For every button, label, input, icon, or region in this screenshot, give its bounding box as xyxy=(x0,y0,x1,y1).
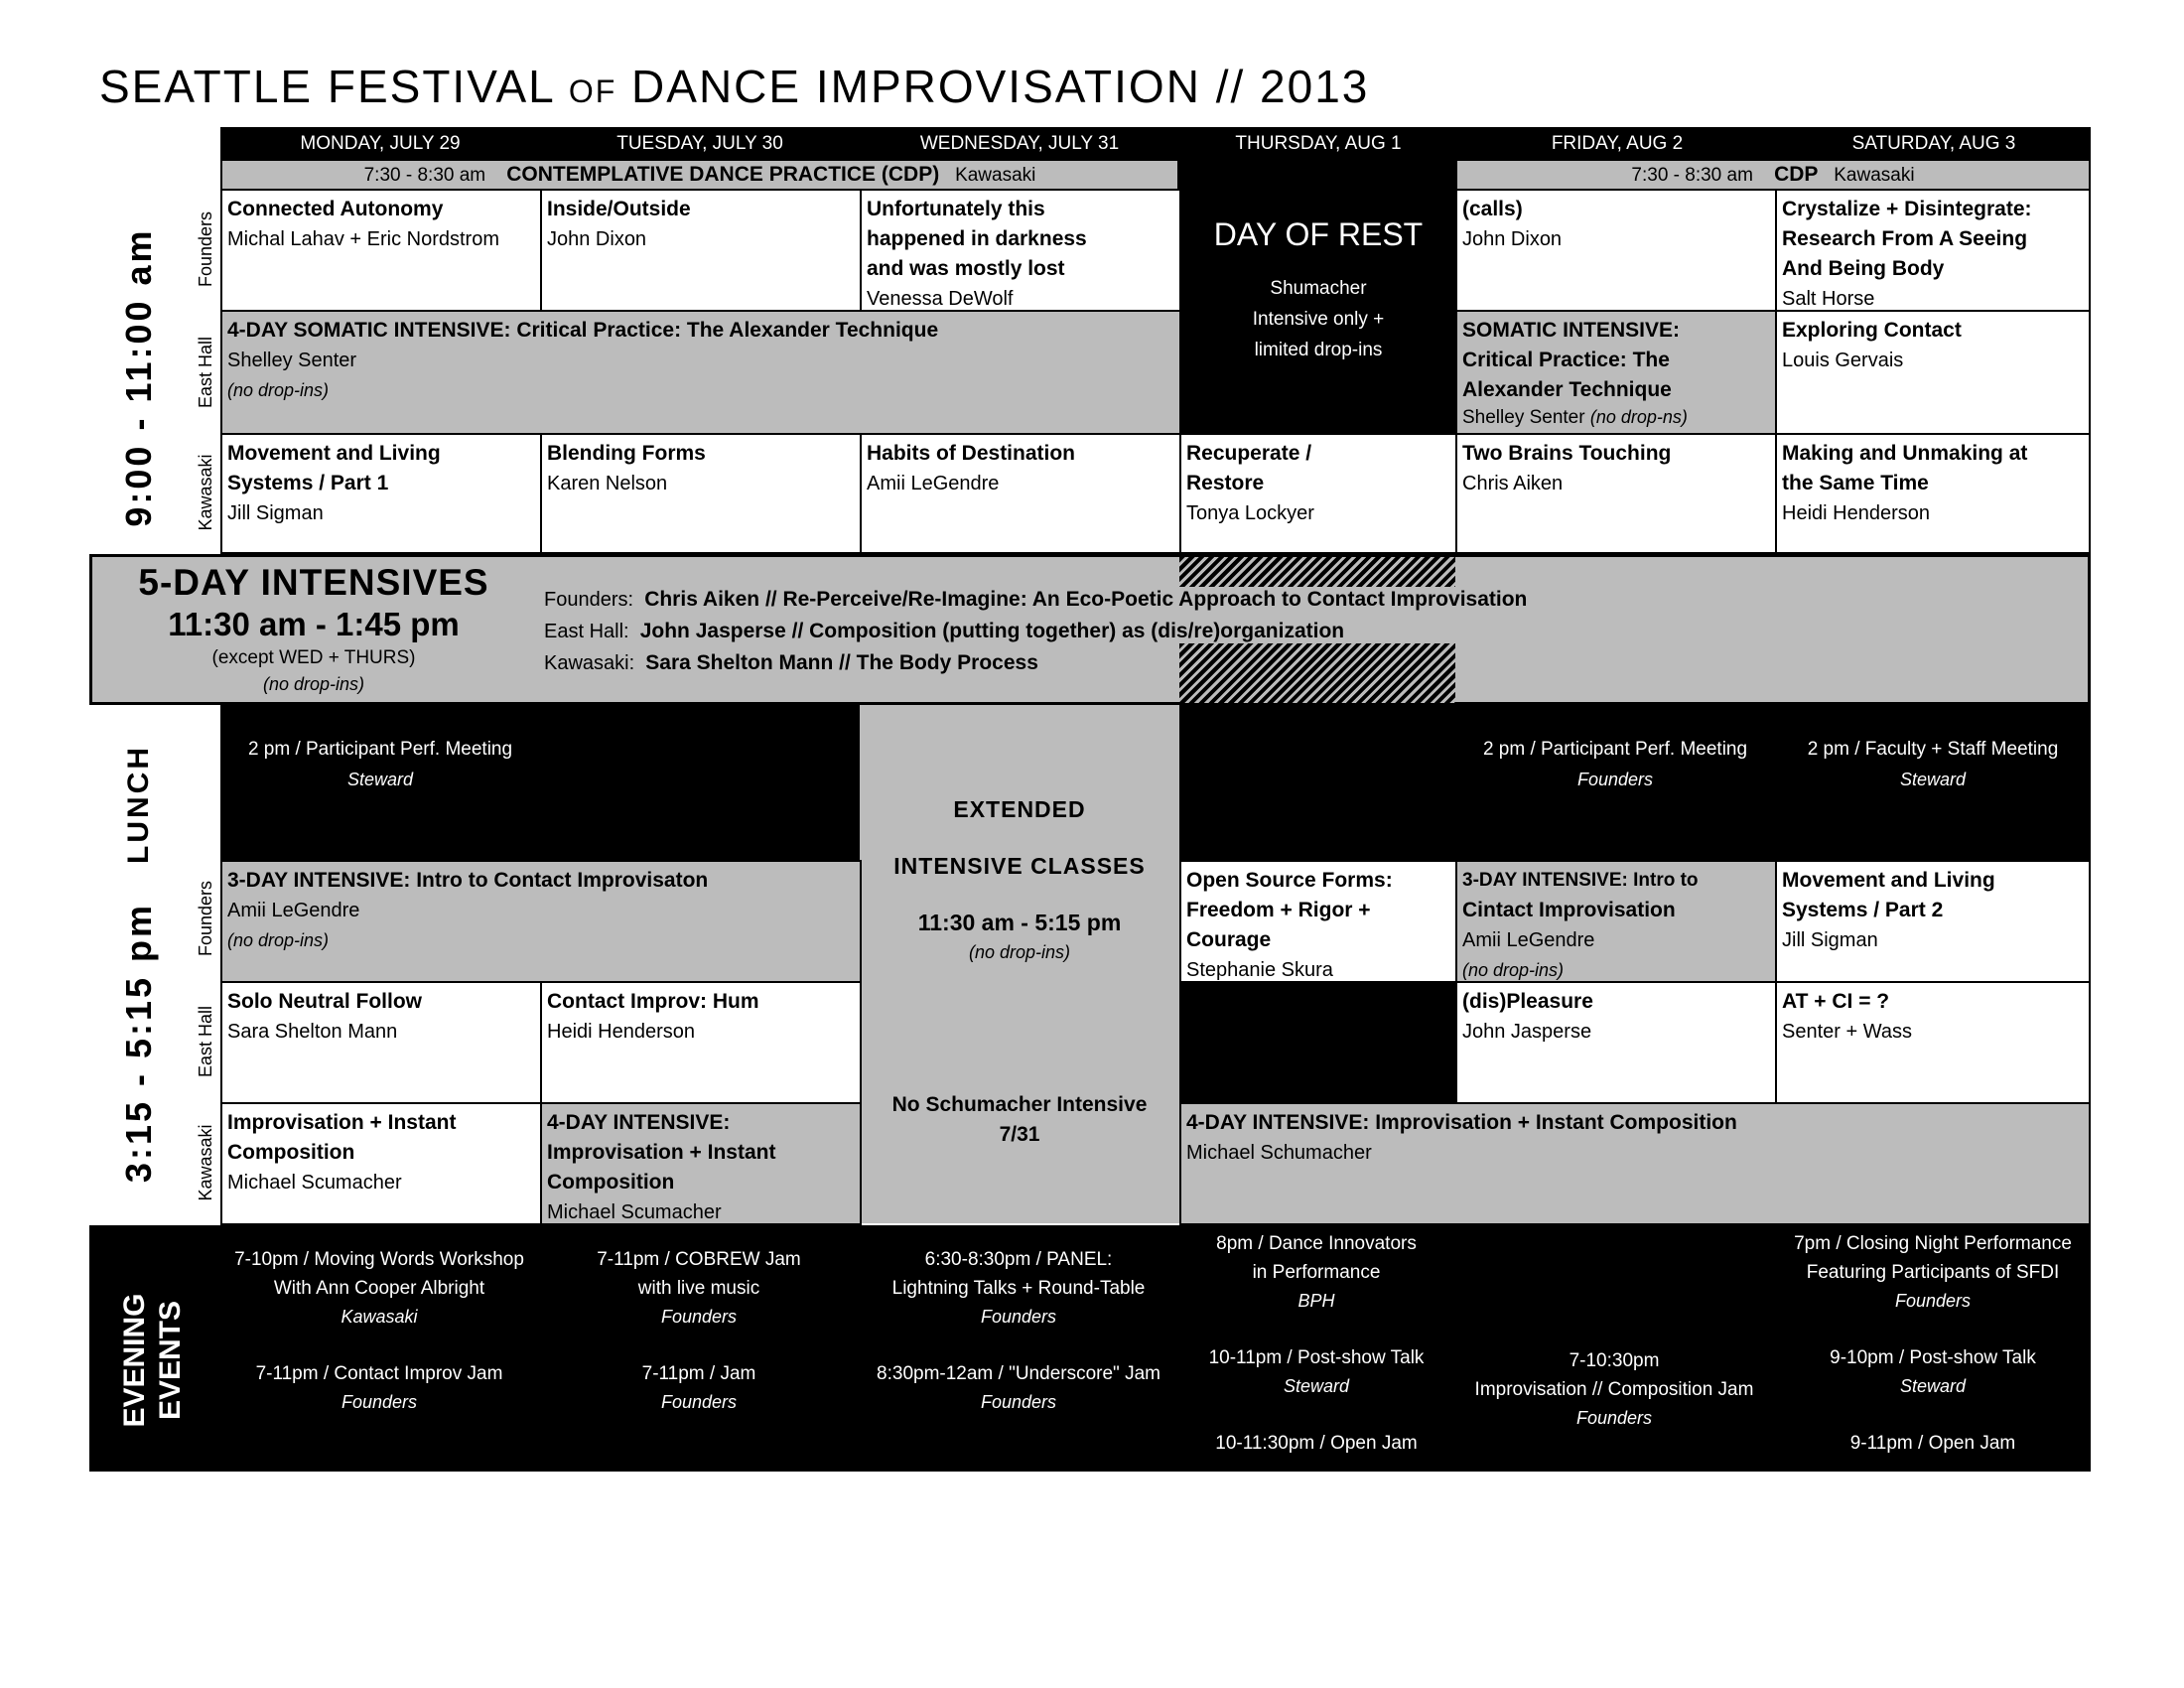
pm-tue-easthall xyxy=(540,981,862,1104)
lunch-thu-sat xyxy=(1179,705,2091,860)
session-title: Inside/Outside xyxy=(547,198,691,220)
intensive-location: East Hall: xyxy=(544,621,629,642)
evening-event: 7-11pm / COBREW Jam xyxy=(597,1249,801,1270)
session-title: happened in darkness xyxy=(867,227,1087,250)
session-teacher: John Jasperse xyxy=(1462,1021,1592,1043)
evening-location: Steward xyxy=(1899,1376,1967,1396)
day-tue: TUESDAY, JULY 30 xyxy=(616,133,783,154)
lunch-location: Steward xyxy=(1899,770,1967,789)
am-tue-founders xyxy=(540,189,862,312)
am-somatic-intensive xyxy=(220,310,1181,435)
evening-location: Steward xyxy=(1283,1376,1350,1396)
pm-fri-founders xyxy=(1455,860,1777,983)
session-title: And Being Body xyxy=(1782,257,1945,280)
session-title: Research From A Seeing xyxy=(1782,227,2028,250)
day-mon: MONDAY, JULY 29 xyxy=(300,133,461,154)
evening-event: Featuring Participants of SFDI xyxy=(1806,1262,2060,1283)
lunch-event: 2 pm / Faculty + Staff Meeting xyxy=(1807,739,2059,760)
session-teacher: Heidi Henderson xyxy=(1782,502,1930,524)
intensive-location: Kawasaki: xyxy=(544,652,635,674)
session-title: Contact Improv: Hum xyxy=(547,990,759,1013)
intensive-row xyxy=(544,616,2093,647)
am-wed-kawasaki xyxy=(860,433,1181,554)
pm-mon-kawasaki xyxy=(220,1102,542,1225)
cdp-row-mon-wed xyxy=(220,159,1179,191)
evening-event: 7-11pm / Contact Improv Jam xyxy=(255,1363,503,1384)
evening-location: BPH xyxy=(1297,1291,1335,1311)
day-of-rest xyxy=(1179,159,1457,435)
intensives-label xyxy=(92,562,535,701)
session-title: Cintact Improvisation xyxy=(1462,899,1676,921)
extended-no-class: 7/31 xyxy=(999,1123,1040,1146)
pm-intro-intensive xyxy=(220,860,862,983)
session-teacher: Stephanie Skura xyxy=(1186,959,1333,981)
am-sat-founders xyxy=(1775,189,2091,312)
pm-thu-sat-kawasaki xyxy=(1179,1102,2091,1225)
session-title: SOMATIC INTENSIVE: xyxy=(1462,319,1680,342)
lunch-location: Founders xyxy=(1576,770,1654,789)
evening-tue xyxy=(540,1225,858,1438)
session-title: 3-DAY INTENSIVE: Intro to Contact Improvisaton xyxy=(227,869,709,892)
side-easthall-am: East Hall xyxy=(196,336,215,409)
session-title: Recuperate / xyxy=(1186,442,1312,465)
intensives-title: 5-DAY INTENSIVES xyxy=(138,562,489,603)
intensives-list xyxy=(544,584,2093,683)
am-tue-kawasaki xyxy=(540,433,862,554)
evening-event: Lightning Talks + Round-Table xyxy=(891,1278,1146,1299)
hatch-top xyxy=(1179,557,1455,587)
am-thu-kawasaki xyxy=(1179,433,1457,554)
evening-location: Founders xyxy=(980,1307,1057,1327)
session-note: (no drop-ins) xyxy=(1462,960,1565,980)
evening-event: 7-10:30pm xyxy=(1569,1350,1660,1371)
session-title: Systems / Part 2 xyxy=(1782,899,1944,921)
intensives-time: 11:30 am - 1:45 pm xyxy=(168,606,460,642)
evening-event: With Ann Cooper Albright xyxy=(273,1278,485,1299)
am-wed-founders xyxy=(860,189,1181,312)
cdp2-loc: Kawasaki xyxy=(1834,165,1915,186)
session-teacher: Tonya Lockyer xyxy=(1186,502,1314,524)
pm-sat-founders xyxy=(1775,860,2091,983)
session-teacher: Senter + Wass xyxy=(1782,1021,1912,1043)
evening-event: 7-10pm / Moving Words Workshop xyxy=(234,1249,524,1270)
session-title: Freedom + Rigor + xyxy=(1186,899,1371,921)
session-teacher: John Dixon xyxy=(547,228,647,250)
evening-event: 7-11pm / Jam xyxy=(641,1363,756,1384)
am-sat-easthall xyxy=(1775,310,2091,435)
day-thu: THURSDAY, AUG 1 xyxy=(1235,133,1402,154)
extended-intensive xyxy=(860,705,1179,1223)
session-title: Unfortunately this xyxy=(867,198,1045,220)
session-teacher: Shelley Senter xyxy=(1462,407,1585,428)
evening-sat xyxy=(1775,1225,2091,1468)
side-morning: 9:00 - 11:00 am xyxy=(118,227,159,527)
session-note: (no drop-ins) xyxy=(227,930,330,950)
am-fri-kawasaki xyxy=(1455,433,1777,554)
session-title: Blending Forms xyxy=(547,442,706,465)
session-title: and was mostly lost xyxy=(867,257,1065,280)
session-title: Open Source Forms: xyxy=(1186,869,1393,892)
page-title xyxy=(99,60,1369,113)
side-lunch: LUNCH xyxy=(122,745,155,864)
session-teacher: John Dixon xyxy=(1462,228,1563,250)
title-part1: SEATTLE FESTIVAL xyxy=(99,61,555,112)
evening-location: Kawasaki xyxy=(341,1307,418,1327)
cdp2-name: CDP xyxy=(1774,163,1819,186)
session-title: Movement and Living xyxy=(1782,869,1995,892)
intensive-text: Chris Aiken // Re-Perceive/Re-Imagine: An Eco-Poetic Approach to Contact Improvisation xyxy=(644,588,1528,611)
evening-location: Founders xyxy=(980,1392,1057,1412)
rest-line: Intensive only + xyxy=(1252,309,1385,330)
session-title: Habits of Destination xyxy=(867,442,1076,465)
session-title: Critical Practice: The xyxy=(1462,349,1670,371)
rest-line: limited drop-ins xyxy=(1254,340,1383,360)
extended-note: (no drop-ins) xyxy=(968,942,1071,962)
intensives-except: (except WED + THURS) xyxy=(211,647,416,668)
extended-time: 11:30 am - 5:15 pm xyxy=(917,910,1122,935)
session-teacher: Louis Gervais xyxy=(1782,350,1904,371)
am-fri-founders xyxy=(1455,189,1777,312)
day-fri: FRIDAY, AUG 2 xyxy=(1551,133,1684,154)
session-teacher: Michael Schumacher xyxy=(1186,1142,1372,1164)
cdp-row-fri-sat xyxy=(1455,159,2091,191)
session-teacher: Michael Scumacher xyxy=(547,1201,722,1223)
session-teacher: Amii LeGendre xyxy=(867,473,1000,494)
side-easthall-pm: East Hall xyxy=(196,1005,215,1078)
session-teacher: Chris Aiken xyxy=(1462,473,1564,494)
lunch-mon-tue xyxy=(220,705,860,860)
day-header-bar xyxy=(220,127,2091,160)
title-of: OF xyxy=(568,73,617,109)
side-founders-pm: Founders xyxy=(196,880,215,957)
pm-thu-easthall-blank xyxy=(1179,981,1457,1104)
evening-location: Founders xyxy=(660,1307,738,1327)
evening-location: Founders xyxy=(660,1392,738,1412)
intensive-text: John Jasperse // Composition (putting together) as (dis/re)organization xyxy=(639,620,1345,642)
session-title: Alexander Technique xyxy=(1462,378,1672,401)
evening-event: 10-11:30pm / Open Jam xyxy=(1215,1433,1418,1454)
session-title: 4-DAY SOMATIC INTENSIVE: Critical Practice: The Alexander Technique xyxy=(227,319,939,342)
evening-event: 7pm / Closing Night Performance xyxy=(1794,1233,2072,1254)
lunch-event: 2 pm / Participant Perf. Meeting xyxy=(1482,739,1748,760)
session-teacher: Jill Sigman xyxy=(1782,929,1878,951)
pm-fri-easthall xyxy=(1455,981,1777,1104)
am-mon-kawasaki xyxy=(220,433,542,554)
session-note: (no drop-ns) xyxy=(1589,407,1688,427)
session-teacher: Venessa DeWolf xyxy=(867,288,1014,310)
lunch-event: 2 pm / Participant Perf. Meeting xyxy=(247,739,513,760)
session-title: Courage xyxy=(1186,928,1272,951)
session-teacher: Karen Nelson xyxy=(547,473,668,494)
session-teacher: Amii LeGendre xyxy=(1462,929,1595,951)
intensive-row xyxy=(544,584,2093,616)
evening-location: Founders xyxy=(1575,1408,1653,1428)
lunch-location: Steward xyxy=(346,770,414,789)
evening-event: 8pm / Dance Innovators xyxy=(1216,1233,1417,1254)
cdp-name: CONTEMPLATIVE DANCE PRACTICE (CDP) xyxy=(506,163,940,186)
session-teacher: Heidi Henderson xyxy=(547,1021,695,1043)
am-fri-easthall xyxy=(1455,310,1777,435)
evening-event: 9-10pm / Post-show Talk xyxy=(1830,1347,2036,1368)
session-note: (no drop-ins) xyxy=(227,380,330,400)
session-title: Movement and Living xyxy=(227,442,441,465)
pm-thu-founders xyxy=(1179,860,1457,983)
session-title: Improvisation + Instant xyxy=(227,1111,457,1134)
rest-line: Shumacher xyxy=(1270,278,1367,299)
side-evening: EVENING EVENTS xyxy=(118,1293,187,1428)
session-title: 4-DAY INTENSIVE: Improvisation + Instant Composition xyxy=(1186,1111,1737,1134)
session-title: Crystalize + Disintegrate: xyxy=(1782,198,2032,220)
extended-title: EXTENDED xyxy=(953,796,1086,822)
session-title: Restore xyxy=(1186,472,1265,494)
cdp-time: 7:30 - 8:30 am xyxy=(363,165,486,186)
am-sat-kawasaki xyxy=(1775,433,2091,554)
evening-thu xyxy=(1179,1225,1453,1468)
pm-mon-easthall xyxy=(220,981,542,1104)
session-title: Composition xyxy=(227,1141,355,1164)
evening-event: 10-11pm / Post-show Talk xyxy=(1208,1347,1425,1368)
cdp2-time: 7:30 - 8:30 am xyxy=(1631,165,1753,186)
evening-event: in Performance xyxy=(1252,1262,1381,1283)
evening-event: 8:30pm-12am / "Underscore" Jam xyxy=(877,1363,1160,1384)
pm-tue-kawasaki xyxy=(540,1102,862,1225)
session-teacher: Michael Scumacher xyxy=(227,1172,402,1194)
title-part2: DANCE IMPROVISATION // 2013 xyxy=(631,61,1370,112)
evening-location: Founders xyxy=(341,1392,418,1412)
session-teacher: Shelley Senter xyxy=(227,350,357,371)
session-title: 4-DAY INTENSIVE: xyxy=(547,1111,731,1134)
evening-event: with live music xyxy=(637,1278,760,1299)
session-title: (calls) xyxy=(1462,198,1523,220)
evening-event: 9-11pm / Open Jam xyxy=(1849,1433,2016,1454)
session-title: Two Brains Touching xyxy=(1462,442,1672,465)
intensive-text: Sara Shelton Mann // The Body Process xyxy=(645,651,1038,674)
session-title: Solo Neutral Follow xyxy=(227,990,423,1013)
session-title: (dis)Pleasure xyxy=(1462,990,1593,1013)
session-teacher: Michal Lahav + Eric Nordstrom xyxy=(227,228,499,250)
pm-sat-easthall xyxy=(1775,981,2091,1104)
evening-event: Improvisation // Composition Jam xyxy=(1474,1379,1754,1400)
extended-no-class: No Schumacher Intensive xyxy=(891,1093,1148,1116)
side-kawasaki-pm: Kawasaki xyxy=(196,1124,215,1201)
session-title: the Same Time xyxy=(1782,472,1929,494)
rest-title: DAY OF REST xyxy=(1213,216,1424,252)
day-sat: SATURDAY, AUG 3 xyxy=(1851,133,2016,154)
session-title: AT + CI = ? xyxy=(1782,990,1890,1013)
session-title: Exploring Contact xyxy=(1782,319,1962,342)
intensive-row xyxy=(544,647,2093,679)
session-teacher: Jill Sigman xyxy=(227,502,324,524)
evening-event: 6:30-8:30pm / PANEL: xyxy=(924,1249,1113,1270)
evening-location: Founders xyxy=(1894,1291,1972,1311)
extended-title: INTENSIVE CLASSES xyxy=(893,853,1146,879)
session-teacher: Sara Shelton Mann xyxy=(227,1021,398,1043)
cdp-loc: Kawasaki xyxy=(955,165,1036,186)
session-title: 3-DAY INTENSIVE: Intro to xyxy=(1462,870,1699,891)
session-title: Making and Unmaking at xyxy=(1782,442,2028,465)
session-teacher: Salt Horse xyxy=(1782,288,1875,310)
side-kawasaki-am: Kawasaki xyxy=(196,454,215,531)
evening-fri xyxy=(1455,1225,1773,1468)
session-teacher: Amii LeGendre xyxy=(227,900,360,921)
intensives-note: (no drop-ins) xyxy=(262,674,365,694)
am-mon-founders xyxy=(220,189,542,312)
session-title: Composition xyxy=(547,1171,675,1194)
evening-mon xyxy=(220,1225,538,1438)
session-title: Improvisation + Instant xyxy=(547,1141,776,1164)
intensive-location: Founders: xyxy=(544,589,634,611)
evening-wed xyxy=(860,1225,1177,1438)
side-afternoon: 3:15 - 5:15 pm xyxy=(118,902,159,1184)
day-wed: WEDNESDAY, JULY 31 xyxy=(919,133,1120,154)
session-title: Connected Autonomy xyxy=(227,198,444,220)
side-founders-am: Founders xyxy=(196,211,215,288)
session-title: Systems / Part 1 xyxy=(227,472,389,494)
